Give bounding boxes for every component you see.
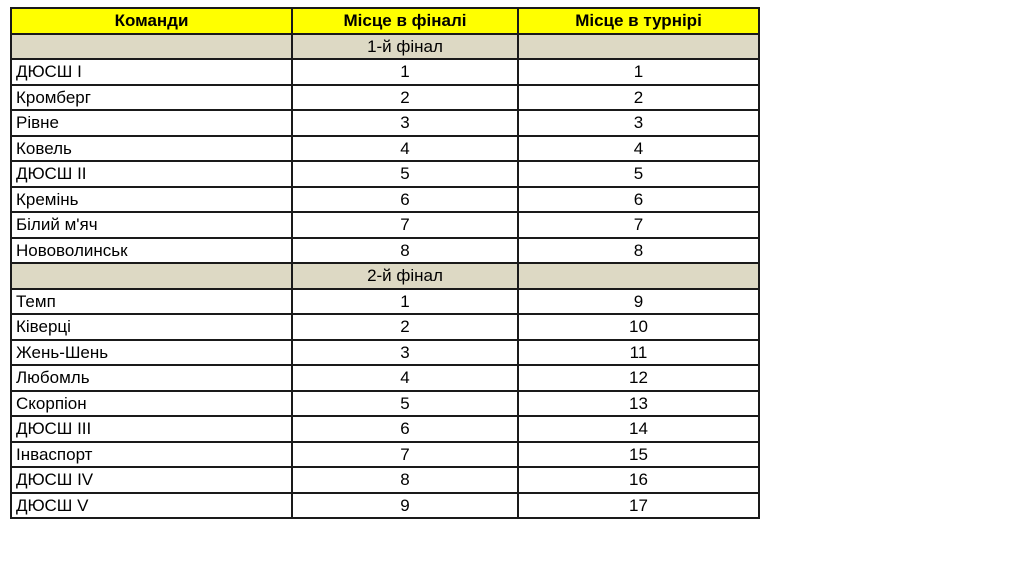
team-name: Кромберг (11, 85, 292, 111)
column-header-place-final: Місце в фіналі (292, 8, 518, 34)
team-name: Жень-Шень (11, 340, 292, 366)
header-row (11, 8, 759, 34)
place-in-final: 5 (292, 391, 518, 417)
place-in-final: 8 (292, 238, 518, 264)
place-in-tournament: 10 (518, 314, 759, 340)
place-in-final: 3 (292, 340, 518, 366)
table-row (11, 187, 759, 213)
team-name: Ковель (11, 136, 292, 162)
place-in-final: 6 (292, 187, 518, 213)
table-row (11, 136, 759, 162)
team-name: Ківерці (11, 314, 292, 340)
place-in-tournament: 4 (518, 136, 759, 162)
team-name: Рівне (11, 110, 292, 136)
place-in-tournament: 11 (518, 340, 759, 366)
team-name: Нововолинськ (11, 238, 292, 264)
table-row (11, 110, 759, 136)
table-row (11, 238, 759, 264)
section-title: 1-й фінал (292, 34, 518, 60)
table-row (11, 365, 759, 391)
section-row (11, 263, 759, 289)
team-name: Темп (11, 289, 292, 315)
table-row (11, 493, 759, 519)
place-in-tournament: 17 (518, 493, 759, 519)
team-name: Любомль (11, 365, 292, 391)
place-in-final: 8 (292, 467, 518, 493)
team-name: Кремінь (11, 187, 292, 213)
column-header-teams: Команди (11, 8, 292, 34)
place-in-tournament: 5 (518, 161, 759, 187)
place-in-tournament: 7 (518, 212, 759, 238)
place-in-final: 3 (292, 110, 518, 136)
section-row (11, 34, 759, 60)
team-name: ДЮСШ III (11, 416, 292, 442)
place-in-tournament: 8 (518, 238, 759, 264)
team-name: ДЮСШ V (11, 493, 292, 519)
place-in-final: 1 (292, 59, 518, 85)
team-name: ДЮСШ II (11, 161, 292, 187)
column-header-place-tournament: Місце в турнірі (518, 8, 759, 34)
place-in-final: 5 (292, 161, 518, 187)
place-in-tournament: 16 (518, 467, 759, 493)
team-name: ДЮСШ I (11, 59, 292, 85)
table-row (11, 391, 759, 417)
place-in-final: 9 (292, 493, 518, 519)
table-row (11, 416, 759, 442)
place-in-tournament: 2 (518, 85, 759, 111)
place-in-tournament: 1 (518, 59, 759, 85)
section-cell-empty (518, 263, 759, 289)
table-row (11, 85, 759, 111)
place-in-final: 7 (292, 442, 518, 468)
team-name: Скорпіон (11, 391, 292, 417)
place-in-final: 4 (292, 365, 518, 391)
place-in-tournament: 3 (518, 110, 759, 136)
section-cell-empty (11, 263, 292, 289)
table-row (11, 59, 759, 85)
place-in-tournament: 12 (518, 365, 759, 391)
place-in-tournament: 15 (518, 442, 759, 468)
section-title: 2-й фінал (292, 263, 518, 289)
place-in-final: 4 (292, 136, 518, 162)
standings-table (10, 7, 760, 519)
place-in-final: 2 (292, 85, 518, 111)
table-row (11, 442, 759, 468)
team-name: ДЮСШ IV (11, 467, 292, 493)
place-in-final: 1 (292, 289, 518, 315)
table-row (11, 314, 759, 340)
team-name: Білий м'яч (11, 212, 292, 238)
table-row (11, 161, 759, 187)
table-row (11, 289, 759, 315)
place-in-final: 6 (292, 416, 518, 442)
table-row (11, 467, 759, 493)
table-row (11, 340, 759, 366)
section-cell-empty (518, 34, 759, 60)
section-cell-empty (11, 34, 292, 60)
place-in-tournament: 13 (518, 391, 759, 417)
place-in-final: 7 (292, 212, 518, 238)
place-in-tournament: 14 (518, 416, 759, 442)
table-row (11, 212, 759, 238)
team-name: Інваспорт (11, 442, 292, 468)
place-in-tournament: 6 (518, 187, 759, 213)
place-in-tournament: 9 (518, 289, 759, 315)
place-in-final: 2 (292, 314, 518, 340)
